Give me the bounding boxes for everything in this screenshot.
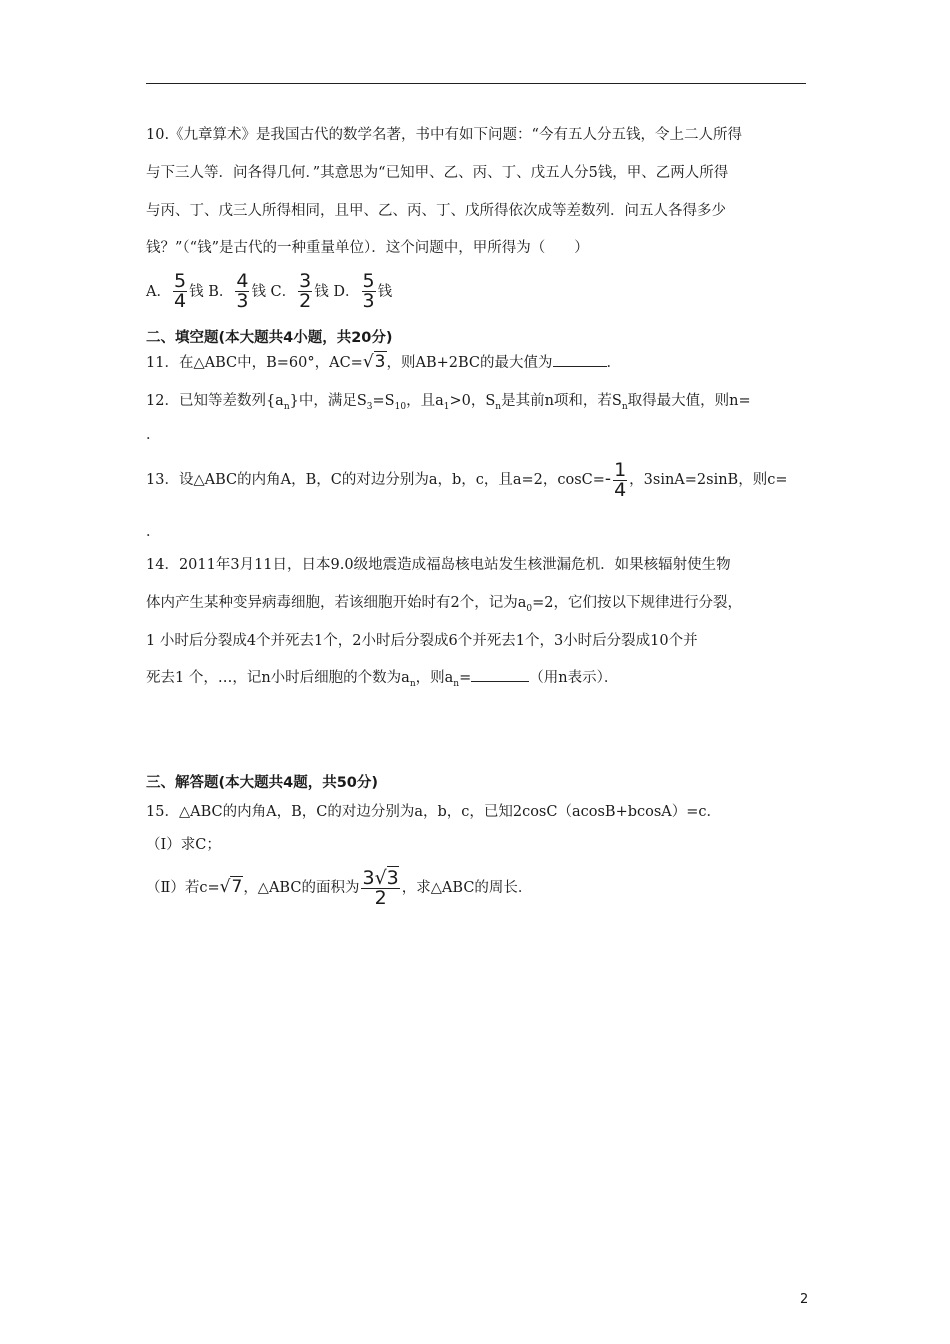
q11-sqrt: √3 [362,352,386,372]
q14-line-2-part-a: 体内产生某种变异病毒细胞，若该细胞开始时有2个，记为a [146,595,527,611]
q14-line-2-part-b: =2，它们按以下规律进行分裂， [532,595,742,611]
q10-options [146,272,392,311]
q15-area-coefficient: 3 [362,866,375,889]
q14-line-4-part-b: ，则a [415,670,454,686]
option-d-fraction [362,272,376,311]
section-3-title: 三、解答题(本大题共4题，共50分) [146,775,379,791]
option-b-unit: 钱 [251,283,266,300]
q12-line-2: ． [146,427,161,443]
option-c-numerator: 3 [299,270,312,292]
option-a [146,270,208,312]
q14-answer-blank [471,681,529,682]
section-2-title: 二、填空题(本大题共4小题，共20分) [146,330,393,346]
q15-area-radicand: 3 [386,866,399,889]
q12-line-1 [146,391,751,411]
q15-area-fraction [361,866,399,909]
q14-line-4-sub-1: n [409,678,416,689]
q12-part-1: 12．已知等差数列{a [146,393,284,409]
option-a-unit: 钱 [189,283,204,300]
q12-sub-5: n [495,401,502,412]
q11-suffix: ，则AB+2BC的最大值为 [386,355,553,371]
q13-fraction [613,458,627,501]
option-c-unit: 钱 [314,283,329,300]
q13-line-1 [146,460,788,500]
q12-part-3: =S [372,393,395,409]
option-d-unit: 钱 [377,283,393,300]
q14-line-4-part-d: （用n表示）． [529,670,619,686]
option-a-denominator: 4 [173,290,187,312]
option-a-numerator: 5 [173,270,187,292]
option-b-label: B． [208,283,234,300]
q11-end: ． [606,355,622,371]
option-d-denominator: 3 [362,290,375,312]
q15-sqrt-c: √7 [219,877,243,897]
q13-minus-sign: - [604,469,612,489]
q13-denominator: 4 [614,478,627,501]
option-b [208,270,270,312]
q12-part-2: }中，满足S [289,393,367,409]
q14-line-4-part-c: = [459,670,472,686]
option-b-denominator: 3 [236,290,249,312]
option-c-label: C． [270,283,297,300]
q12-part-7: 取得最大值，则n= [627,393,751,409]
q12-part-6: 是其前n项和，若S [501,393,622,409]
q10-line-3: 与丙、丁、戊三人所得相同，且甲、乙、丙、丁、戊所得依次成等差数列．问五人各得多少 [146,203,726,219]
q15-part-2-middle: ，△ABC的面积为 [243,880,360,896]
option-b-numerator: 4 [236,270,249,292]
option-b-fraction [235,272,249,311]
q11-radicand: 3 [374,352,386,372]
q12-sub-2: 3 [366,401,373,412]
option-c-denominator: 2 [299,290,312,312]
q14-line-2 [146,593,742,613]
q14-line-4-sub-2: n [453,678,460,689]
q13-suffix: ，3sinA=2sinB，则c= [629,472,788,488]
q15-sqrt-c-radicand: 7 [231,877,243,897]
option-d-numerator: 5 [362,270,375,292]
q11-prefix: 11．在△ABC中，B=60°，AC= [146,355,363,371]
q10-line-2: 与下三人等．问各得几何．”其意思为“已知甲、乙、丙、丁、戊五人分5钱，甲、乙两人所得 [146,165,729,181]
q10-line-1: 10.《九章算术》是我国古代的数学名著，书中有如下问题：“今有五人分五钱，令上二人所得 [146,127,742,143]
q15-part-2-prefix: （Ⅱ）若c= [146,880,220,896]
q13-numerator: 1 [614,458,627,481]
option-c [270,270,334,312]
q12-part-4: ，且a [406,393,444,409]
q14-line-1: 14．2011年3月11日，日本9.0级地震造成福岛核电站发生核泄漏危机．如果核辐射使生物 [146,557,731,573]
q15-area-denominator: 2 [374,886,387,909]
q14-line-2-sub: 0 [526,603,533,614]
q12-sub-1: n [283,401,290,412]
page-number: 2 [800,1292,809,1307]
option-d-label: D． [333,283,360,300]
q15-part-2-suffix: ，求△ABC的周长． [401,880,533,896]
q15-part-1: （Ⅰ）求C； [146,837,221,853]
q14-line-4 [146,668,618,688]
option-d [333,270,393,312]
header-rule [146,83,806,84]
q11-answer-blank [553,366,607,367]
q13-prefix: 13．设△ABC的内角A，B，C的对边分别为a，b，c，且a=2，cosC= [146,472,605,488]
q11-line [146,352,621,373]
q12-part-5: >0，S [449,393,496,409]
q15-line-1: 15．△ABC的内角A，B，C的对边分别为a，b，c，已知2cosC（acosB+bcosA）=c． [146,804,722,820]
option-c-fraction [298,272,312,311]
q15-area-numerator: 3√3 [362,866,399,889]
q12-sub-4: 1 [443,401,450,412]
q10-line-4: 钱？”（“钱”是古代的一种重量单位）．这个问题中，甲所得为（ ） [146,240,589,256]
q14-line-4-part-a: 死去1 个，…，记n小时后细胞的个数为a [146,670,410,686]
q12-sub-3: 10 [394,401,407,412]
q14-line-3: 1 小时后分裂成4个并死去1个，2小时后分裂成6个并死去1个，3小时后分裂成10个并 [146,633,698,649]
q15-part-2 [146,864,532,911]
q13-line-2: ． [146,524,161,540]
option-a-fraction [173,272,187,311]
option-a-label: A． [146,283,171,300]
q12-sub-6: n [621,401,628,412]
